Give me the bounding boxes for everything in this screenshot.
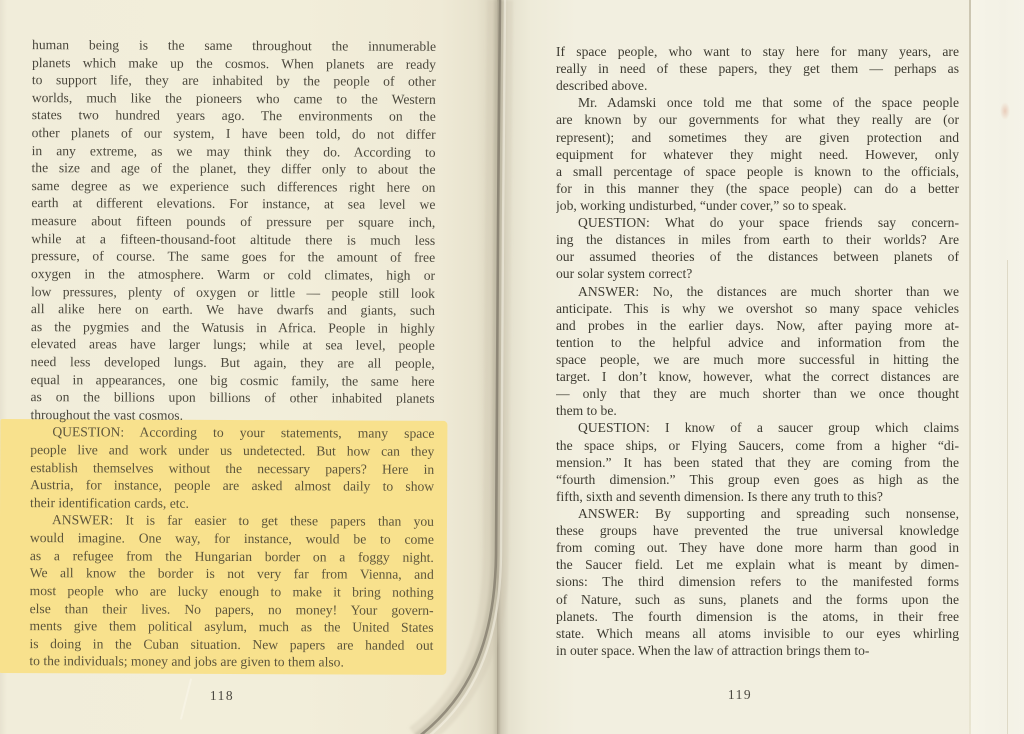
text-line: throughout the vast cosmos. (30, 406, 184, 423)
text-line: them to be. (556, 403, 617, 419)
text-line: anticipate. This is why we overshot so many space vehicles (556, 300, 959, 316)
text-line: while at a fifteen-thousand-foot altitude there is much less (31, 230, 436, 248)
text-line: sions: The third dimension refers to the manifested forms (556, 574, 959, 590)
text-line: equal in appearances, one big cosmic family, the same here (30, 371, 435, 389)
text-line: else than their lives. No papers, no money! Your govern- (29, 600, 434, 618)
text-line: other planets of our system, I have been told, do not differ (31, 125, 436, 142)
text-line: as on the billions upon billions of other inhabited planets (30, 389, 435, 407)
text-line: would imagine. One way, for instance, would be to come (29, 530, 434, 547)
text-line: really in need of these papers, they get them — perhaps as (556, 61, 959, 77)
text-line: people live and work under us undetected. But how can they (30, 442, 435, 459)
text-line: their identification cards, etc. (30, 494, 190, 511)
text-line: job, working undisturbed, “under cover,” so to speak. (556, 197, 847, 213)
text-line: space people, we are much more successful in hitting the (556, 351, 959, 367)
text-line: human being is the same throughout the innumerable (32, 37, 437, 54)
text-line: most people who are lucky enough to make it bring nothing (29, 582, 434, 600)
text-line: oxygen in the atmosphere. Warm or cold climates, high or (31, 266, 436, 283)
text-line: in outer space. When the law of attraction brings them to- (556, 642, 870, 658)
text-line: of Nature, such as suns, planets and the forms upon the (556, 591, 959, 607)
text-line: a small percentage of space people is known to the officials, (556, 163, 959, 179)
text-line: ing the distances in miles from earth to their worlds? Are (556, 232, 959, 248)
paragraph-answer-highlighted (29, 512, 434, 672)
text-line: need less developed lungs. But again, they are all people, (30, 354, 435, 371)
text-line: is doing in the Cuban situation. New papers are handed out (29, 635, 434, 653)
paragraph-body (556, 43, 959, 94)
paragraph-question-highlighted (30, 423, 434, 513)
fore-edge-line (1007, 260, 1008, 734)
page-118-content (0, 0, 499, 734)
text-line: planets. The fourth dimension is the atoms, in their free (556, 608, 959, 624)
text-line: worlds, much like the pioneers who came to the Western (31, 89, 436, 107)
paragraph-answer (556, 505, 959, 659)
text-line: earth at different elevations. For instance, at sea level we (31, 195, 436, 213)
paragraph-body (30, 36, 436, 425)
text-line: in any extreme, as we may think they do. According to (31, 142, 436, 160)
text-line: QUESTION: What do your space friends say concern- (578, 215, 959, 231)
text-line: represent); and sometimes they are given protection and (556, 129, 959, 145)
text-line: from coming out. They have done more harm than good in (556, 540, 959, 556)
text-line: as a refugee from the Hungarian border on a foggy night. (29, 547, 434, 565)
text-line: ANSWER: By supporting and spreading such nonsense, (578, 505, 959, 521)
fore-edge-line (969, 0, 971, 734)
text-line: to support life, they are inhabited by the people of other (31, 72, 436, 90)
text-line: the size and age of the planet, they differ only to about the (31, 160, 436, 178)
page-118-text (29, 36, 436, 672)
text-line: these groups have prevented the true universal knowledge (556, 523, 959, 539)
text-line: ANSWER: It is far easier to get these papers than you (51, 512, 435, 530)
paragraph-question (556, 214, 959, 282)
paragraph-body (556, 94, 959, 214)
text-line: fifth, sixth and seventh dimension. Is there any truth to this? (556, 488, 883, 504)
page-number-right: 119 (727, 687, 753, 702)
text-line: planets which make up the cosmos. When planets are ready (31, 54, 437, 72)
paper-smudge (1000, 102, 1010, 120)
text-line: as the pygmies and the Watusis in Africa. People in highly (30, 318, 435, 336)
text-line: pressure, of course. The same goes for the amount of free (31, 248, 436, 266)
text-line: elevated areas have larger lungs; while at sea level, people (30, 336, 435, 354)
text-line: establish themselves without the necessary papers? Here in (30, 459, 435, 477)
text-line: We all know the border is not very far from Vienna, and (29, 565, 434, 583)
text-line: the Saucer field. Let me explain what is meant by dimen- (556, 557, 959, 573)
text-line: tention to the helpful advice and information from the (556, 334, 959, 350)
text-line: QUESTION: I know of a saucer group which claims (578, 420, 959, 436)
text-line: Austria, for instance, people are asked almost daily to show (30, 477, 435, 495)
text-line: state. Which means all atoms invisible to our eyes whirling (556, 625, 959, 641)
page-number-left: 118 (209, 688, 235, 703)
text-line: ments give them political asylum, much as the United States (29, 618, 434, 635)
text-line: our solar system correct? (556, 266, 693, 282)
text-line: mension.” It has been stated that they are coming from the (556, 454, 959, 470)
paragraph-answer (556, 283, 959, 420)
text-line: described above. (556, 78, 648, 94)
text-line: equipment for whatever they might need. However, only (556, 146, 959, 162)
text-line: target. I don’t know, however, what the correct distances are (556, 369, 959, 385)
text-line: Mr. Adamski once told me that some of the space people (578, 95, 959, 111)
page-119-text (556, 43, 959, 659)
text-line: measure about fifteen pounds of pressure per square inch, (31, 213, 436, 230)
text-line: for in this manner they (the space people) can do a better (556, 180, 959, 196)
text-line: states two hundred years ago. The environments on the (31, 107, 436, 125)
text-line: our assumed theories of the distances between planets of (556, 249, 959, 265)
text-line: same degree as we experience such differences right here on (31, 177, 436, 195)
text-line: all alike here on earth. We have dwarfs and giants, such (30, 301, 435, 318)
text-line: to the individuals; money and jobs are given to them also. (29, 653, 344, 670)
text-line: “fourth dimension.” This group even goes as high as the (556, 471, 959, 487)
text-line: If space people, who want to stay here for many years, are (556, 44, 959, 59)
text-line: ANSWER: No, the distances are much shorter than we (578, 283, 959, 299)
text-line: QUESTION: According to your statements, many space (52, 424, 435, 442)
text-line: — only that they are much shorter than we once thought (556, 386, 959, 402)
text-line: are known by our governments for what they really are (or (556, 112, 959, 128)
page-fore-edge (971, 0, 1024, 734)
text-line: the space ships, or Flying Saucers, come from a higher “di- (556, 437, 959, 453)
text-line: low pressures, plenty of oxygen or little — people still look (30, 283, 436, 301)
paragraph-question (556, 419, 959, 505)
text-line: and probes in the earlier days. Now, after paying more at- (556, 317, 959, 333)
